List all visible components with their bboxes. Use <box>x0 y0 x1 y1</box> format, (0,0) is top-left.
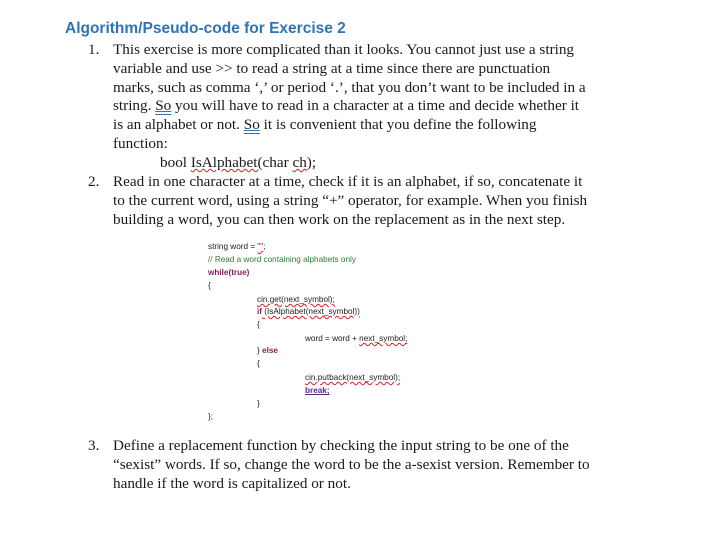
code-line: { <box>208 281 211 290</box>
list-item-text <box>113 437 648 493</box>
text-line: This exercise is more complicated than it looks. You cannot just use a string <box>113 41 575 58</box>
code-text: (IsAlphabet(next_symbol)) <box>262 307 360 316</box>
text-run: ); <box>306 153 317 171</box>
code-text: ; <box>263 242 266 251</box>
code-keyword-line: while(true) <box>208 268 250 277</box>
code-line <box>305 333 407 346</box>
text-run: is an alphabet or not. <box>113 116 244 134</box>
spellcheck-word: ch <box>292 153 307 171</box>
text-line: Define a replacement function by checking the input string to be one of the <box>113 437 569 454</box>
code-line: } <box>257 399 260 408</box>
list-item-3 <box>88 437 648 493</box>
code-line <box>257 306 360 319</box>
text-line: Read in one character at a time, check if it is an alphabet, if so, concatenate it <box>113 173 583 190</box>
text-run: string. <box>113 97 156 115</box>
list-number: 3. <box>88 437 100 454</box>
function-signature <box>113 154 648 173</box>
code-keyword: else <box>259 346 278 355</box>
code-keyword: if <box>257 307 263 316</box>
code-keyword-line: break; <box>305 386 330 395</box>
list-item-1 <box>88 41 648 173</box>
code-line: { <box>257 320 260 329</box>
code-text: } <box>257 346 260 355</box>
text-line <box>113 97 648 116</box>
list-item-text <box>113 41 648 173</box>
code-text: word = word + <box>305 334 360 343</box>
text-line: building a word, you can then work on the replacement as in the next step. <box>113 210 566 228</box>
text-run: it is convenient that you define the following <box>259 116 537 134</box>
list-item-2 <box>88 173 648 229</box>
code-line <box>257 345 278 358</box>
spellcheck-word: IsAlphabet( <box>190 153 263 171</box>
code-line: { <box>257 359 260 368</box>
code-line: }; <box>208 412 214 421</box>
text-line: “sexist” words. If so, change the word to be the a-sexist version. Remember to <box>113 455 590 473</box>
text-line <box>113 116 648 135</box>
section-heading: Algorithm/Pseudo-code for Exercise 2 <box>65 20 346 37</box>
code-line: cin.get(next_symbol); <box>257 295 335 304</box>
text-line: variable and use >> to read a string at a time since there are punctuation <box>113 59 551 77</box>
text-line: handle if the word is capitalized or not. <box>113 474 351 492</box>
text-run: bool <box>160 153 191 171</box>
list-item-text <box>113 173 648 229</box>
text-line: to the current word, using a string “+” operator, for example. When you finish <box>113 191 588 209</box>
text-line: marks, such as comma ‘,’ or period ‘.’, that you don’t want to be included in a <box>113 78 586 96</box>
text-run: you will have to read in a character at a time and decide whether it <box>171 97 580 115</box>
flagged-word: So <box>155 97 172 115</box>
code-text: string word = <box>208 242 258 251</box>
code-snippet <box>208 241 468 431</box>
list-number: 1. <box>88 41 100 58</box>
code-text: next_symbol; <box>359 334 408 343</box>
list-number: 2. <box>88 173 100 190</box>
text-run: char <box>262 153 293 171</box>
code-line <box>208 241 265 254</box>
code-line: cin.putback(next_symbol); <box>305 373 401 382</box>
code-string: "" <box>257 242 264 251</box>
flagged-word: So <box>243 116 260 134</box>
code-comment: // Read a word containing alphabets only <box>208 255 356 264</box>
text-line: function: <box>113 134 168 152</box>
